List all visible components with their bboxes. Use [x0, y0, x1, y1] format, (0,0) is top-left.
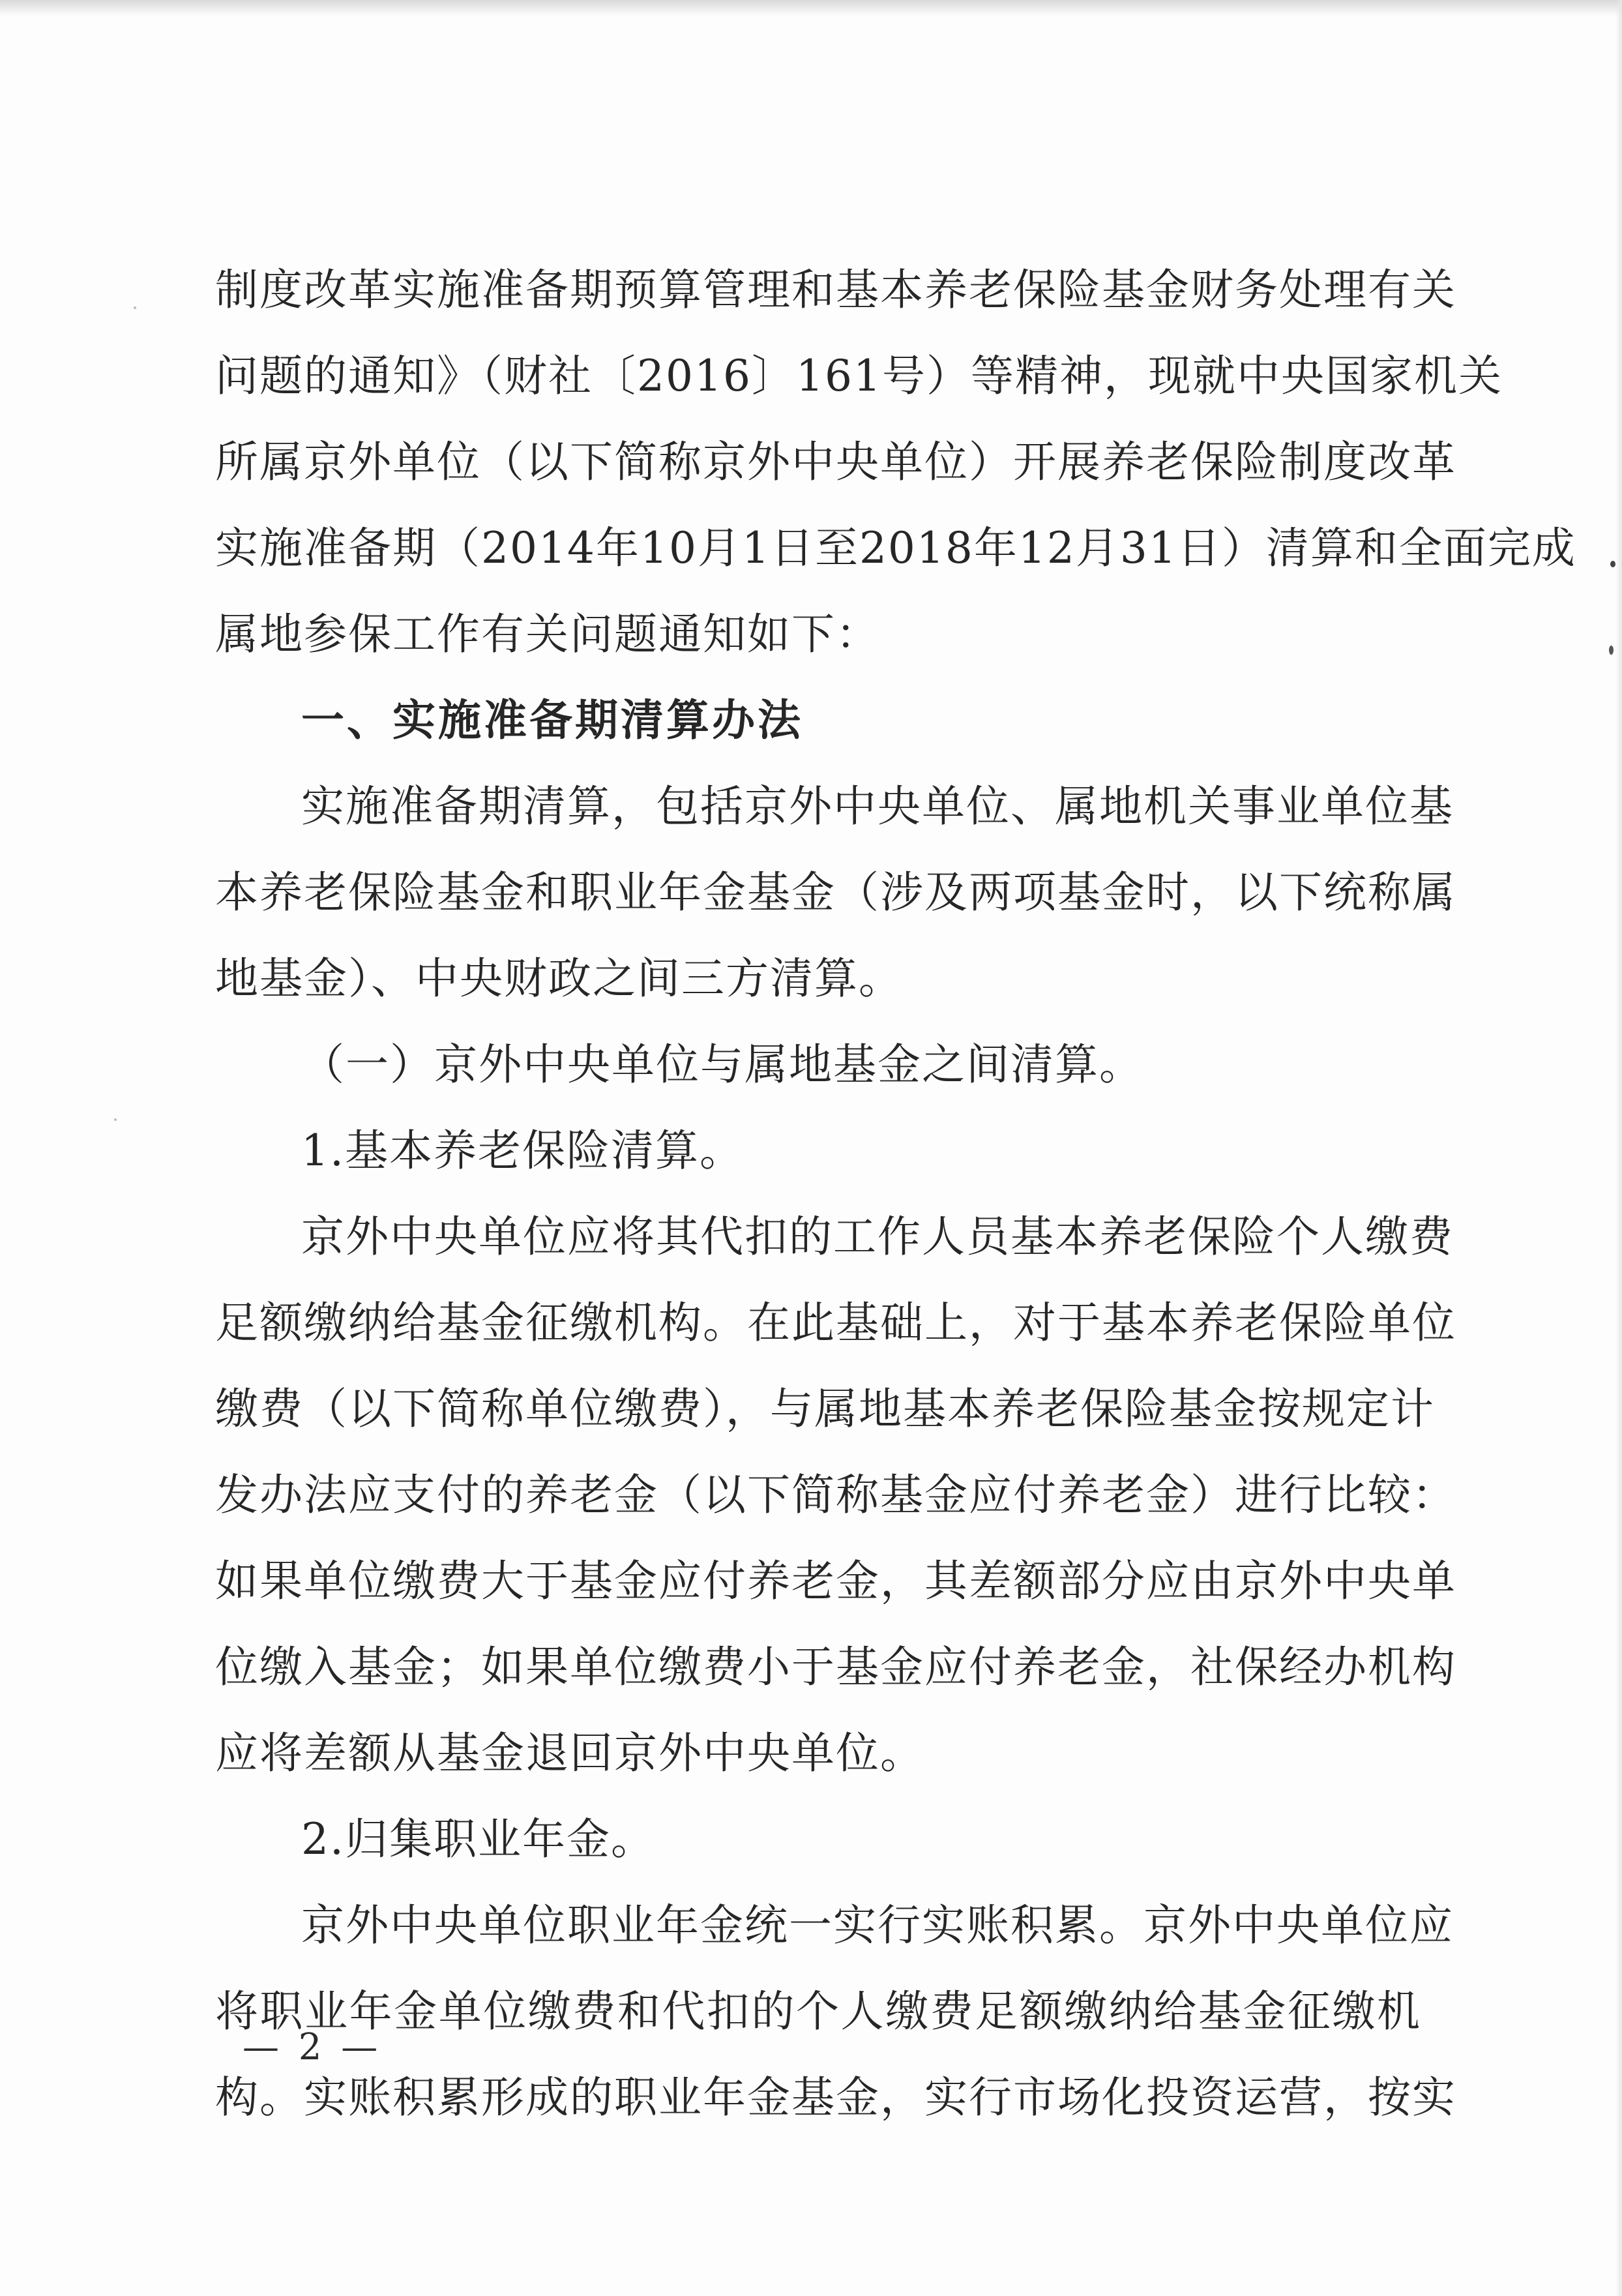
paragraph-line: 属地参保工作有关问题通知如下： [215, 609, 880, 659]
section-heading: 一、实施准备期清算办法 [301, 695, 803, 745]
paragraph-line: 位缴入基金；如果单位缴费小于基金应付养老金，社保经办机构 [215, 1642, 1456, 1692]
paragraph-line: 将职业年金单位缴费和代扣的个人缴费足额缴纳给基金征缴机 [215, 1986, 1421, 2036]
paragraph-line: 京外中央单位应将其代扣的工作人员基本养老保险个人缴费 [301, 1212, 1454, 1262]
item-heading: 2.归集职业年金。 [301, 1814, 655, 1864]
paragraph-line: 问题的通知》（财社〔2016〕161号）等精神，现就中央国家机关 [215, 351, 1503, 401]
paragraph-line: 发办法应支付的养老金（以下简称基金应付养老金）进行比较： [215, 1470, 1456, 1520]
scan-speck [1609, 646, 1614, 655]
scan-speck [134, 306, 136, 309]
scan-speck [1610, 561, 1615, 567]
paragraph-line: 实施准备期（2014年10月1日至2018年12月31日）清算和全面完成 [215, 523, 1576, 573]
paragraph-line: 如果单位缴费大于基金应付养老金，其差额部分应由京外中央单 [215, 1556, 1456, 1606]
scan-speck [114, 1118, 117, 1121]
paragraph-line: 地基金）、中央财政之间三方清算。 [215, 953, 903, 1004]
paragraph-line: 京外中央单位职业年金统一实行实账积累。京外中央单位应 [301, 1900, 1454, 1950]
paragraph-line: 所属京外单位（以下简称京外中央单位）开展养老保险制度改革 [215, 437, 1456, 487]
paragraph-line: 足额缴纳给基金征缴机构。在此基础上，对于基本养老保险单位 [215, 1298, 1456, 1348]
paragraph-line: 本养老保险基金和职业年金基金（涉及两项基金时，以下统称属 [215, 867, 1456, 917]
paragraph-line: 应将差额从基金退回京外中央单位。 [215, 1728, 924, 1778]
scan-edge-shadow [0, 0, 1622, 16]
subsection-heading: （一）京外中央单位与属地基金之间清算。 [301, 1039, 1143, 1090]
page-number: — 2 — [243, 2026, 382, 2068]
scan-edge-shadow-right [1615, 0, 1622, 2296]
item-heading: 1.基本养老保险清算。 [301, 1126, 744, 1176]
paragraph-line: 构。实账积累形成的职业年金基金，实行市场化投资运营，按实 [215, 2072, 1456, 2123]
paragraph-line: 缴费（以下简称单位缴费），与属地基本养老保险基金按规定计 [215, 1384, 1435, 1434]
paragraph-line: 实施准备期清算，包括京外中央单位、属地机关事业单位基 [301, 781, 1454, 831]
paragraph-line: 制度改革实施准备期预算管理和基本养老保险基金财务处理有关 [215, 265, 1456, 315]
document-body [215, 258, 1576, 2151]
